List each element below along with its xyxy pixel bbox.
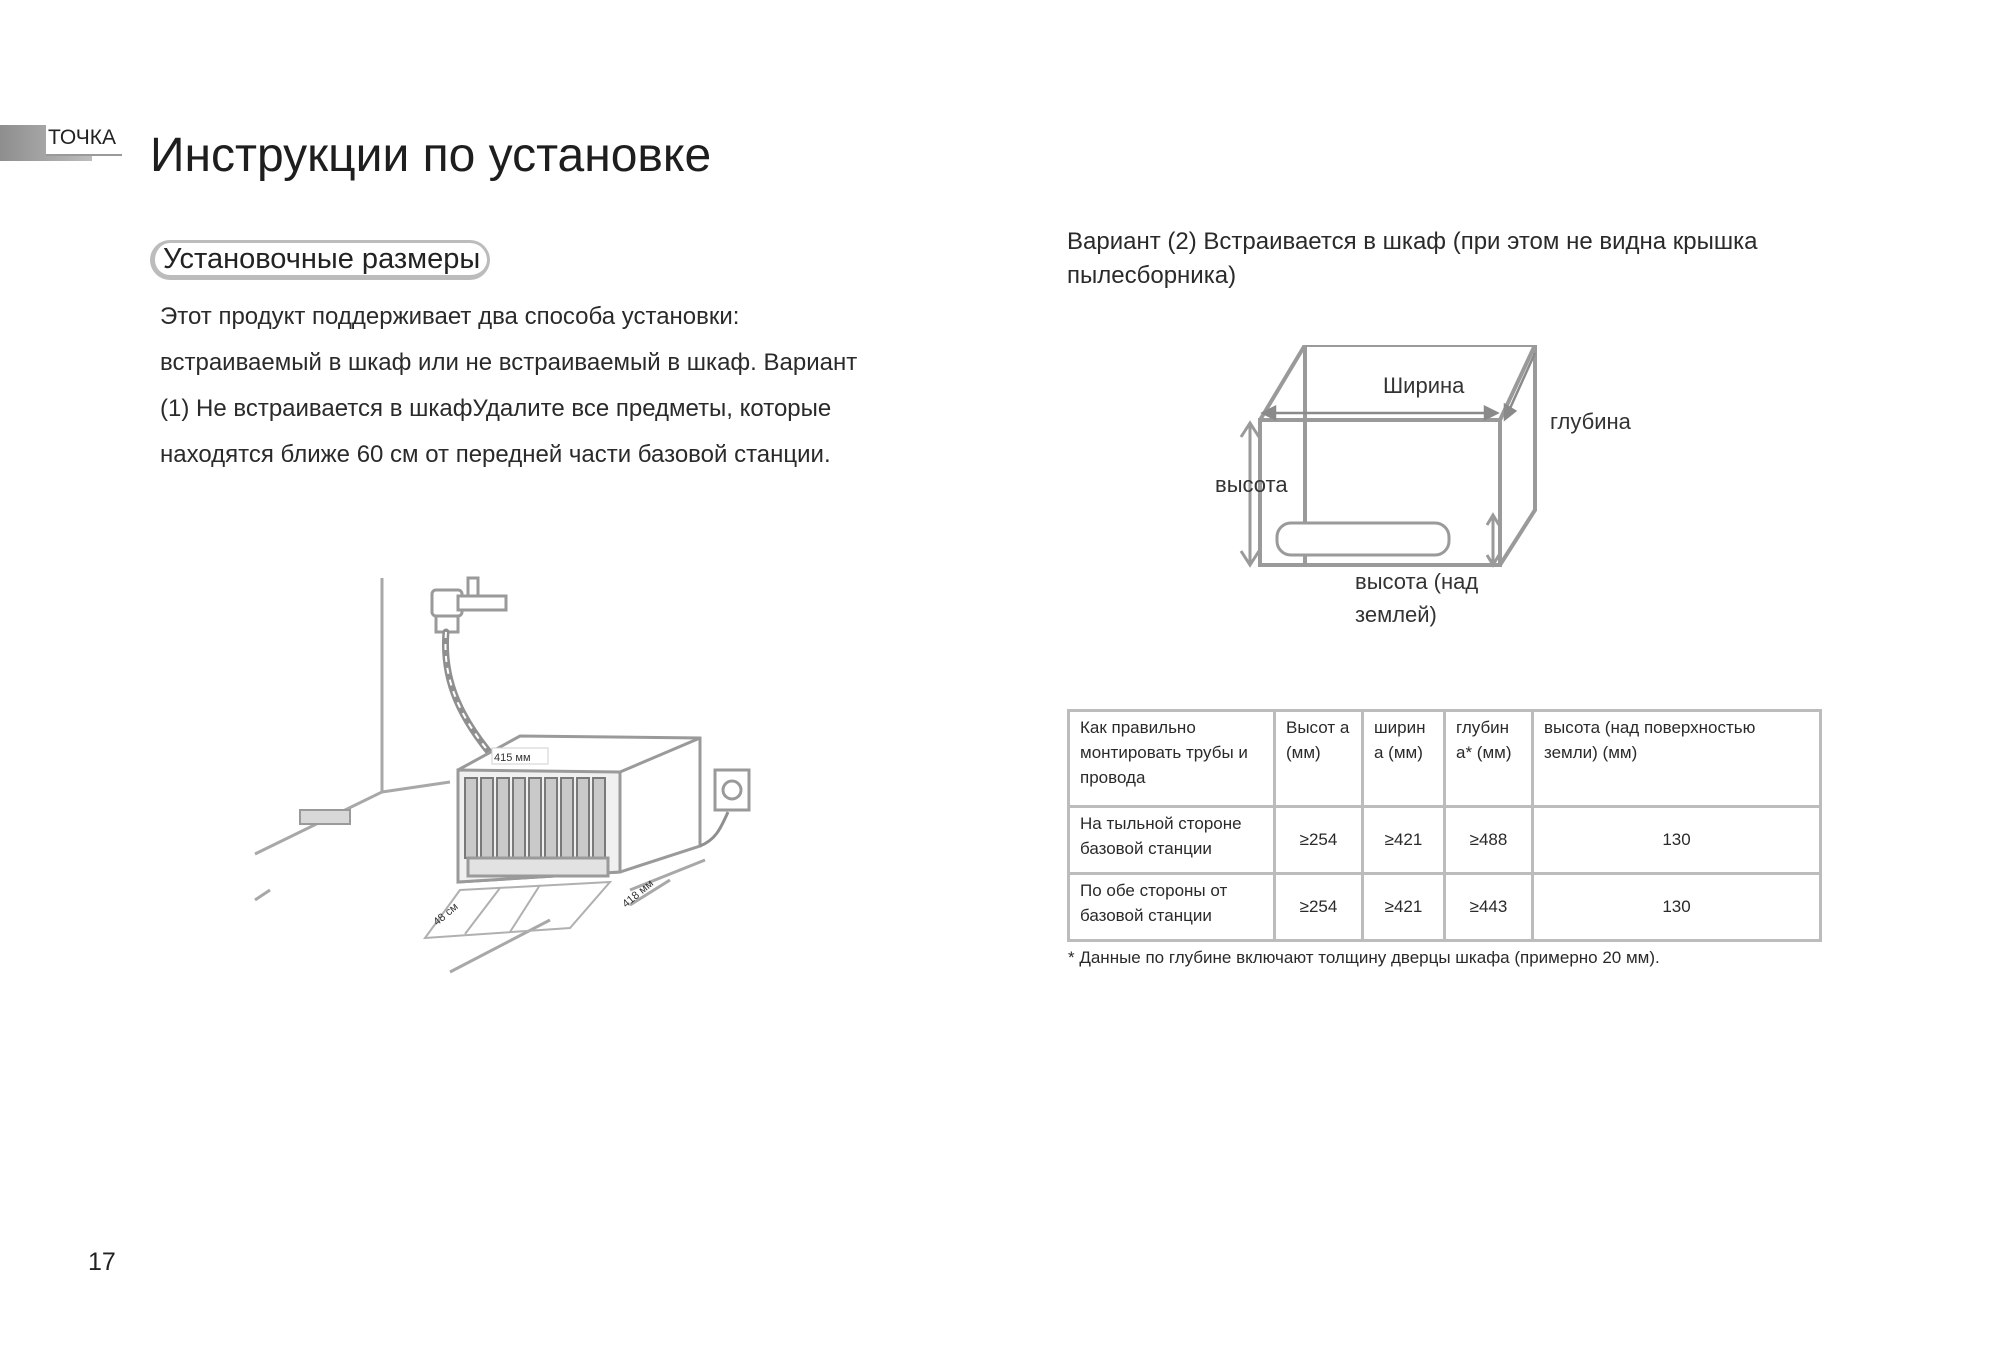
depth-label: глубина <box>1550 409 1631 434</box>
table-cell: ≥421 <box>1363 806 1445 873</box>
section-tab-label: ТОЧКА <box>46 124 122 156</box>
table-header-row <box>1069 711 1821 807</box>
variant-2-line: Вариант (2) Встраивается в шкаф (при этом не видна крышка <box>1067 228 1758 255</box>
water-tap-icon <box>432 578 506 632</box>
table-header-cell: Как правильно монтировать трубы и провода <box>1069 711 1275 807</box>
dimension-label-front: 48 см <box>431 900 461 929</box>
table-footnote: * Данные по глубине включают толщину дверцы шкафа (примерно 20 мм). <box>1068 948 1660 967</box>
table-row <box>1069 806 1821 873</box>
section-heading: Установочные размеры <box>150 240 490 280</box>
table-cell: ≥254 <box>1275 873 1363 940</box>
width-label: Ширина <box>1383 373 1465 398</box>
page-number: 17 <box>88 1248 116 1276</box>
table-cell: ≥421 <box>1363 873 1445 940</box>
installation-illustration <box>210 560 770 980</box>
table-header-cell: высота (над поверхностью земли) (мм) <box>1533 711 1821 807</box>
table-cell: 130 <box>1533 873 1821 940</box>
dimension-label-side: 418 мм <box>620 877 656 911</box>
dimension-label-top: 415 мм <box>494 752 531 764</box>
intro-line: встраиваемый в шкаф или не встраиваемый в шкаф. Вариант <box>160 349 858 376</box>
intro-paragraph <box>160 294 940 478</box>
ground-height-label: высота (над землей) <box>1355 569 1479 627</box>
table-cell: 130 <box>1533 806 1821 873</box>
variant-2-line: пылесборника) <box>1067 262 1237 289</box>
page-title: Инструкции по установке <box>150 129 712 182</box>
height-label: высота <box>1215 472 1288 497</box>
table-cell: ≥488 <box>1445 806 1533 873</box>
intro-line: Этот продукт поддерживает два способа установки: <box>160 303 740 330</box>
intro-line: находятся ближе 60 см от передней части базовой станции. <box>160 441 831 468</box>
power-socket-icon <box>715 770 749 810</box>
installation-dimensions-table <box>1067 709 1822 942</box>
cabinet-diagram <box>1195 345 1555 585</box>
table-row <box>1069 873 1821 940</box>
table-cell: По обе стороны от базовой станции <box>1069 873 1275 940</box>
table-cell: ≥443 <box>1445 873 1533 940</box>
table-cell: На тыльной стороне базовой станции <box>1069 806 1275 873</box>
intro-line: (1) Не встраивается в шкафУдалите все предметы, которые <box>160 395 832 422</box>
variant-2-text <box>1067 225 1867 293</box>
table-cell: ≥254 <box>1275 806 1363 873</box>
table-header-cell: глубин а* (мм) <box>1445 711 1533 807</box>
table-header-cell: ширин а (мм) <box>1363 711 1445 807</box>
table-header-cell: Высот а (мм) <box>1275 711 1363 807</box>
